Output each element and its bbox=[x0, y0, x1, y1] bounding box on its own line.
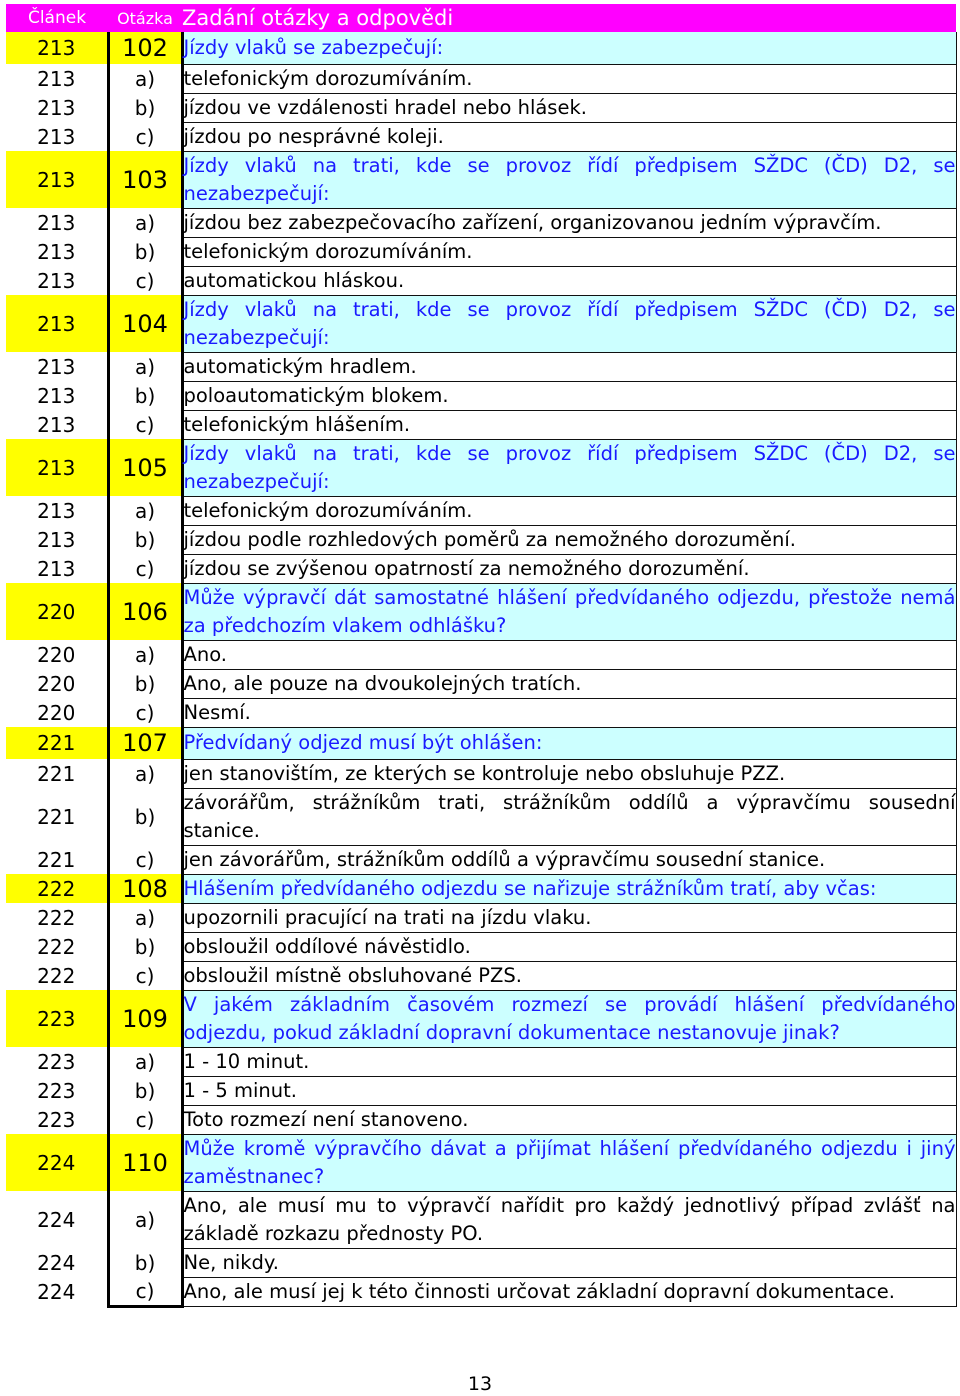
article-cell: 213 bbox=[6, 439, 108, 496]
question-row bbox=[6, 295, 956, 352]
answer-letter: b) bbox=[108, 93, 182, 122]
article-cell: 221 bbox=[37, 804, 76, 829]
answer-text: 1 - 5 minut. bbox=[182, 1076, 956, 1105]
answer-text: obsloužil místně obsluhované PZS. bbox=[182, 961, 956, 990]
answer-letter: a) bbox=[108, 208, 182, 237]
answer-row bbox=[6, 1248, 956, 1277]
answer-letter: b) bbox=[108, 788, 182, 845]
article-cell: 221 bbox=[37, 847, 76, 872]
answer-row bbox=[6, 640, 956, 669]
header-article: Článek bbox=[6, 4, 108, 32]
question-row bbox=[6, 439, 956, 496]
answer-row bbox=[6, 64, 956, 93]
answer-text: Ano. bbox=[182, 640, 956, 669]
article-cell: 213 bbox=[37, 239, 76, 264]
answer-letter: a) bbox=[108, 64, 182, 93]
article-cell: 213 bbox=[37, 268, 76, 293]
table-header bbox=[6, 4, 956, 32]
answer-text: telefonickým dorozumíváním. bbox=[182, 237, 956, 266]
question-row bbox=[6, 151, 956, 208]
answer-letter: a) bbox=[108, 352, 182, 381]
answer-row bbox=[6, 845, 956, 874]
question-row bbox=[6, 1134, 956, 1191]
answer-row bbox=[6, 93, 956, 122]
answer-row bbox=[6, 208, 956, 237]
answer-row bbox=[6, 525, 956, 554]
answer-text: závorářům, strážníkům trati, strážníkům oddílů a výpravčímu sousední stanice. bbox=[182, 788, 956, 845]
answer-row bbox=[6, 1076, 956, 1105]
answer-letter: a) bbox=[108, 1191, 182, 1248]
answer-row bbox=[6, 496, 956, 525]
article-cell: 220 bbox=[37, 642, 76, 667]
answer-row bbox=[6, 669, 956, 698]
question-row bbox=[6, 727, 956, 759]
article-cell: 222 bbox=[6, 874, 108, 903]
article-cell: 213 bbox=[6, 295, 108, 352]
question-text: Jízdy vlaků na trati, kde se provoz řídí předpisem SŽDC (ČD) D2, se nezabezpečují: bbox=[182, 295, 956, 352]
question-number: 102 bbox=[108, 32, 182, 64]
question-text: Může výpravčí dát samostatné hlášení předvídaného odjezdu, přestože nemá za předchozím vlakem odhlášku? bbox=[182, 583, 956, 640]
question-number: 107 bbox=[108, 727, 182, 759]
answer-letter: c) bbox=[108, 1277, 182, 1306]
article-cell: 224 bbox=[37, 1279, 76, 1304]
answer-letter: b) bbox=[108, 1248, 182, 1277]
question-number: 108 bbox=[108, 874, 182, 903]
article-cell: 224 bbox=[6, 1134, 108, 1191]
answer-letter: b) bbox=[108, 669, 182, 698]
header-text: Zadání otázky a odpovědi bbox=[182, 4, 956, 32]
article-cell: 213 bbox=[37, 556, 76, 581]
answer-letter: a) bbox=[108, 1047, 182, 1076]
article-cell: 222 bbox=[37, 905, 76, 930]
answer-row bbox=[6, 1105, 956, 1134]
answer-text: automatickou hláskou. bbox=[182, 266, 956, 295]
answer-letter: c) bbox=[108, 122, 182, 151]
answer-row bbox=[6, 903, 956, 932]
answer-row bbox=[6, 1047, 956, 1076]
answer-row bbox=[6, 1277, 956, 1306]
article-cell: 213 bbox=[37, 498, 76, 523]
answer-letter: a) bbox=[108, 759, 182, 788]
answer-text: Ano, ale pouze na dvoukolejných tratích. bbox=[182, 669, 956, 698]
article-cell: 221 bbox=[6, 727, 108, 759]
article-cell: 223 bbox=[37, 1078, 76, 1103]
article-cell: 213 bbox=[37, 124, 76, 149]
answer-text: jen závorářům, strážníkům oddílů a výpravčímu sousední stanice. bbox=[182, 845, 956, 874]
question-row bbox=[6, 874, 956, 903]
answer-text: jen stanovištím, ze kterých se kontroluje nebo obsluhuje PZZ. bbox=[182, 759, 956, 788]
answer-letter: c) bbox=[108, 554, 182, 583]
answer-letter: a) bbox=[108, 903, 182, 932]
question-text: Předvídaný odjezd musí být ohlášen: bbox=[182, 727, 956, 759]
question-number: 105 bbox=[108, 439, 182, 496]
answer-letter: c) bbox=[108, 1105, 182, 1134]
answer-row bbox=[6, 122, 956, 151]
answer-text: Ano, ale musí jej k této činnosti určovat základní dopravní dokumentace. bbox=[182, 1277, 956, 1306]
article-cell: 213 bbox=[37, 95, 76, 120]
question-number: 104 bbox=[108, 295, 182, 352]
article-cell: 224 bbox=[37, 1207, 76, 1232]
answer-letter: b) bbox=[108, 932, 182, 961]
question-number: 109 bbox=[108, 990, 182, 1047]
question-text: Jízdy vlaků se zabezpečují: bbox=[182, 32, 956, 64]
answer-row bbox=[6, 932, 956, 961]
answer-row bbox=[6, 410, 956, 439]
question-row bbox=[6, 583, 956, 640]
article-cell: 220 bbox=[37, 671, 76, 696]
answer-letter: b) bbox=[108, 381, 182, 410]
article-cell: 220 bbox=[6, 583, 108, 640]
article-cell: 223 bbox=[37, 1049, 76, 1074]
answer-row bbox=[6, 698, 956, 727]
answer-letter: b) bbox=[108, 237, 182, 266]
question-text: Může kromě výpravčího dávat a přijímat hlášení předvídaného odjezdu i jiný zaměstnanec? bbox=[182, 1134, 956, 1191]
article-cell: 213 bbox=[37, 383, 76, 408]
answer-text: upozornili pracující na trati na jízdu vlaku. bbox=[182, 903, 956, 932]
answer-row bbox=[6, 961, 956, 990]
answer-row bbox=[6, 554, 956, 583]
question-number: 103 bbox=[108, 151, 182, 208]
answer-text: automatickým hradlem. bbox=[182, 352, 956, 381]
article-cell: 213 bbox=[6, 151, 108, 208]
answer-letter: b) bbox=[108, 525, 182, 554]
answer-letter: c) bbox=[108, 698, 182, 727]
answer-text: jízdou bez zabezpečovacího zařízení, organizovanou jedním výpravčím. bbox=[182, 208, 956, 237]
answer-letter: c) bbox=[108, 266, 182, 295]
answer-letter: c) bbox=[108, 961, 182, 990]
answer-text: jízdou po nesprávné koleji. bbox=[182, 122, 956, 151]
question-text: Jízdy vlaků na trati, kde se provoz řídí předpisem SŽDC (ČD) D2, se nezabezpečují: bbox=[182, 439, 956, 496]
question-table bbox=[6, 4, 957, 1308]
answer-text: Toto rozmezí není stanoveno. bbox=[182, 1105, 956, 1134]
article-cell: 224 bbox=[37, 1250, 76, 1275]
article-cell: 223 bbox=[6, 990, 108, 1047]
article-cell: 220 bbox=[37, 700, 76, 725]
answer-text: 1 - 10 minut. bbox=[182, 1047, 956, 1076]
header-question: Otázka bbox=[108, 4, 182, 32]
answer-text: telefonickým dorozumíváním. bbox=[182, 496, 956, 525]
answer-row bbox=[6, 788, 956, 845]
answer-text: Ano, ale musí mu to výpravčí nařídit pro každý jednotlivý případ zvlášť na základě rozkazu přednosty PO. bbox=[182, 1191, 956, 1248]
answer-letter: a) bbox=[108, 640, 182, 669]
article-cell: 222 bbox=[37, 934, 76, 959]
answer-text: obsloužil oddílové návěstidlo. bbox=[182, 932, 956, 961]
question-text: V jakém základním časovém rozmezí se provádí hlášení předvídaného odjezdu, pokud základní dopravní dokumentace nestanovuje jinak? bbox=[182, 990, 956, 1047]
answer-letter: a) bbox=[108, 496, 182, 525]
article-cell: 213 bbox=[37, 210, 76, 235]
answer-text: jízdou ve vzdálenosti hradel nebo hlásek. bbox=[182, 93, 956, 122]
answer-text: Ne, nikdy. bbox=[182, 1248, 956, 1277]
article-cell: 213 bbox=[37, 527, 76, 552]
answer-row bbox=[6, 381, 956, 410]
question-text: Hlášením předvídaného odjezdu se nařizuje strážníkům tratí, aby včas: bbox=[182, 874, 956, 903]
article-cell: 213 bbox=[6, 32, 108, 64]
answer-text: poloautomatickým blokem. bbox=[182, 381, 956, 410]
question-row bbox=[6, 990, 956, 1047]
answer-row bbox=[6, 266, 956, 295]
page-number: 13 bbox=[467, 1373, 493, 1395]
article-cell: 221 bbox=[37, 761, 76, 786]
article-cell: 223 bbox=[37, 1107, 76, 1132]
article-cell: 213 bbox=[37, 412, 76, 437]
answer-letter: c) bbox=[108, 410, 182, 439]
answer-letter: b) bbox=[108, 1076, 182, 1105]
answer-text: jízdou podle rozhledových poměrů za nemožného dorozumění. bbox=[182, 525, 956, 554]
answer-row bbox=[6, 237, 956, 266]
article-cell: 222 bbox=[37, 963, 76, 988]
answer-text: telefonickým hlášením. bbox=[182, 410, 956, 439]
answer-letter: c) bbox=[108, 845, 182, 874]
answer-row bbox=[6, 1191, 956, 1248]
answer-row bbox=[6, 352, 956, 381]
answer-text: jízdou se zvýšenou opatrností za nemožného dorozumění. bbox=[182, 554, 956, 583]
question-row bbox=[6, 32, 956, 64]
question-number: 110 bbox=[108, 1134, 182, 1191]
question-text: Jízdy vlaků na trati, kde se provoz řídí předpisem SŽDC (ČD) D2, se nezabezpečují: bbox=[182, 151, 956, 208]
answer-row bbox=[6, 759, 956, 788]
question-number: 106 bbox=[108, 583, 182, 640]
answer-text: Nesmí. bbox=[182, 698, 956, 727]
article-cell: 213 bbox=[37, 66, 76, 91]
article-cell: 213 bbox=[37, 354, 76, 379]
answer-text: telefonickým dorozumíváním. bbox=[182, 64, 956, 93]
